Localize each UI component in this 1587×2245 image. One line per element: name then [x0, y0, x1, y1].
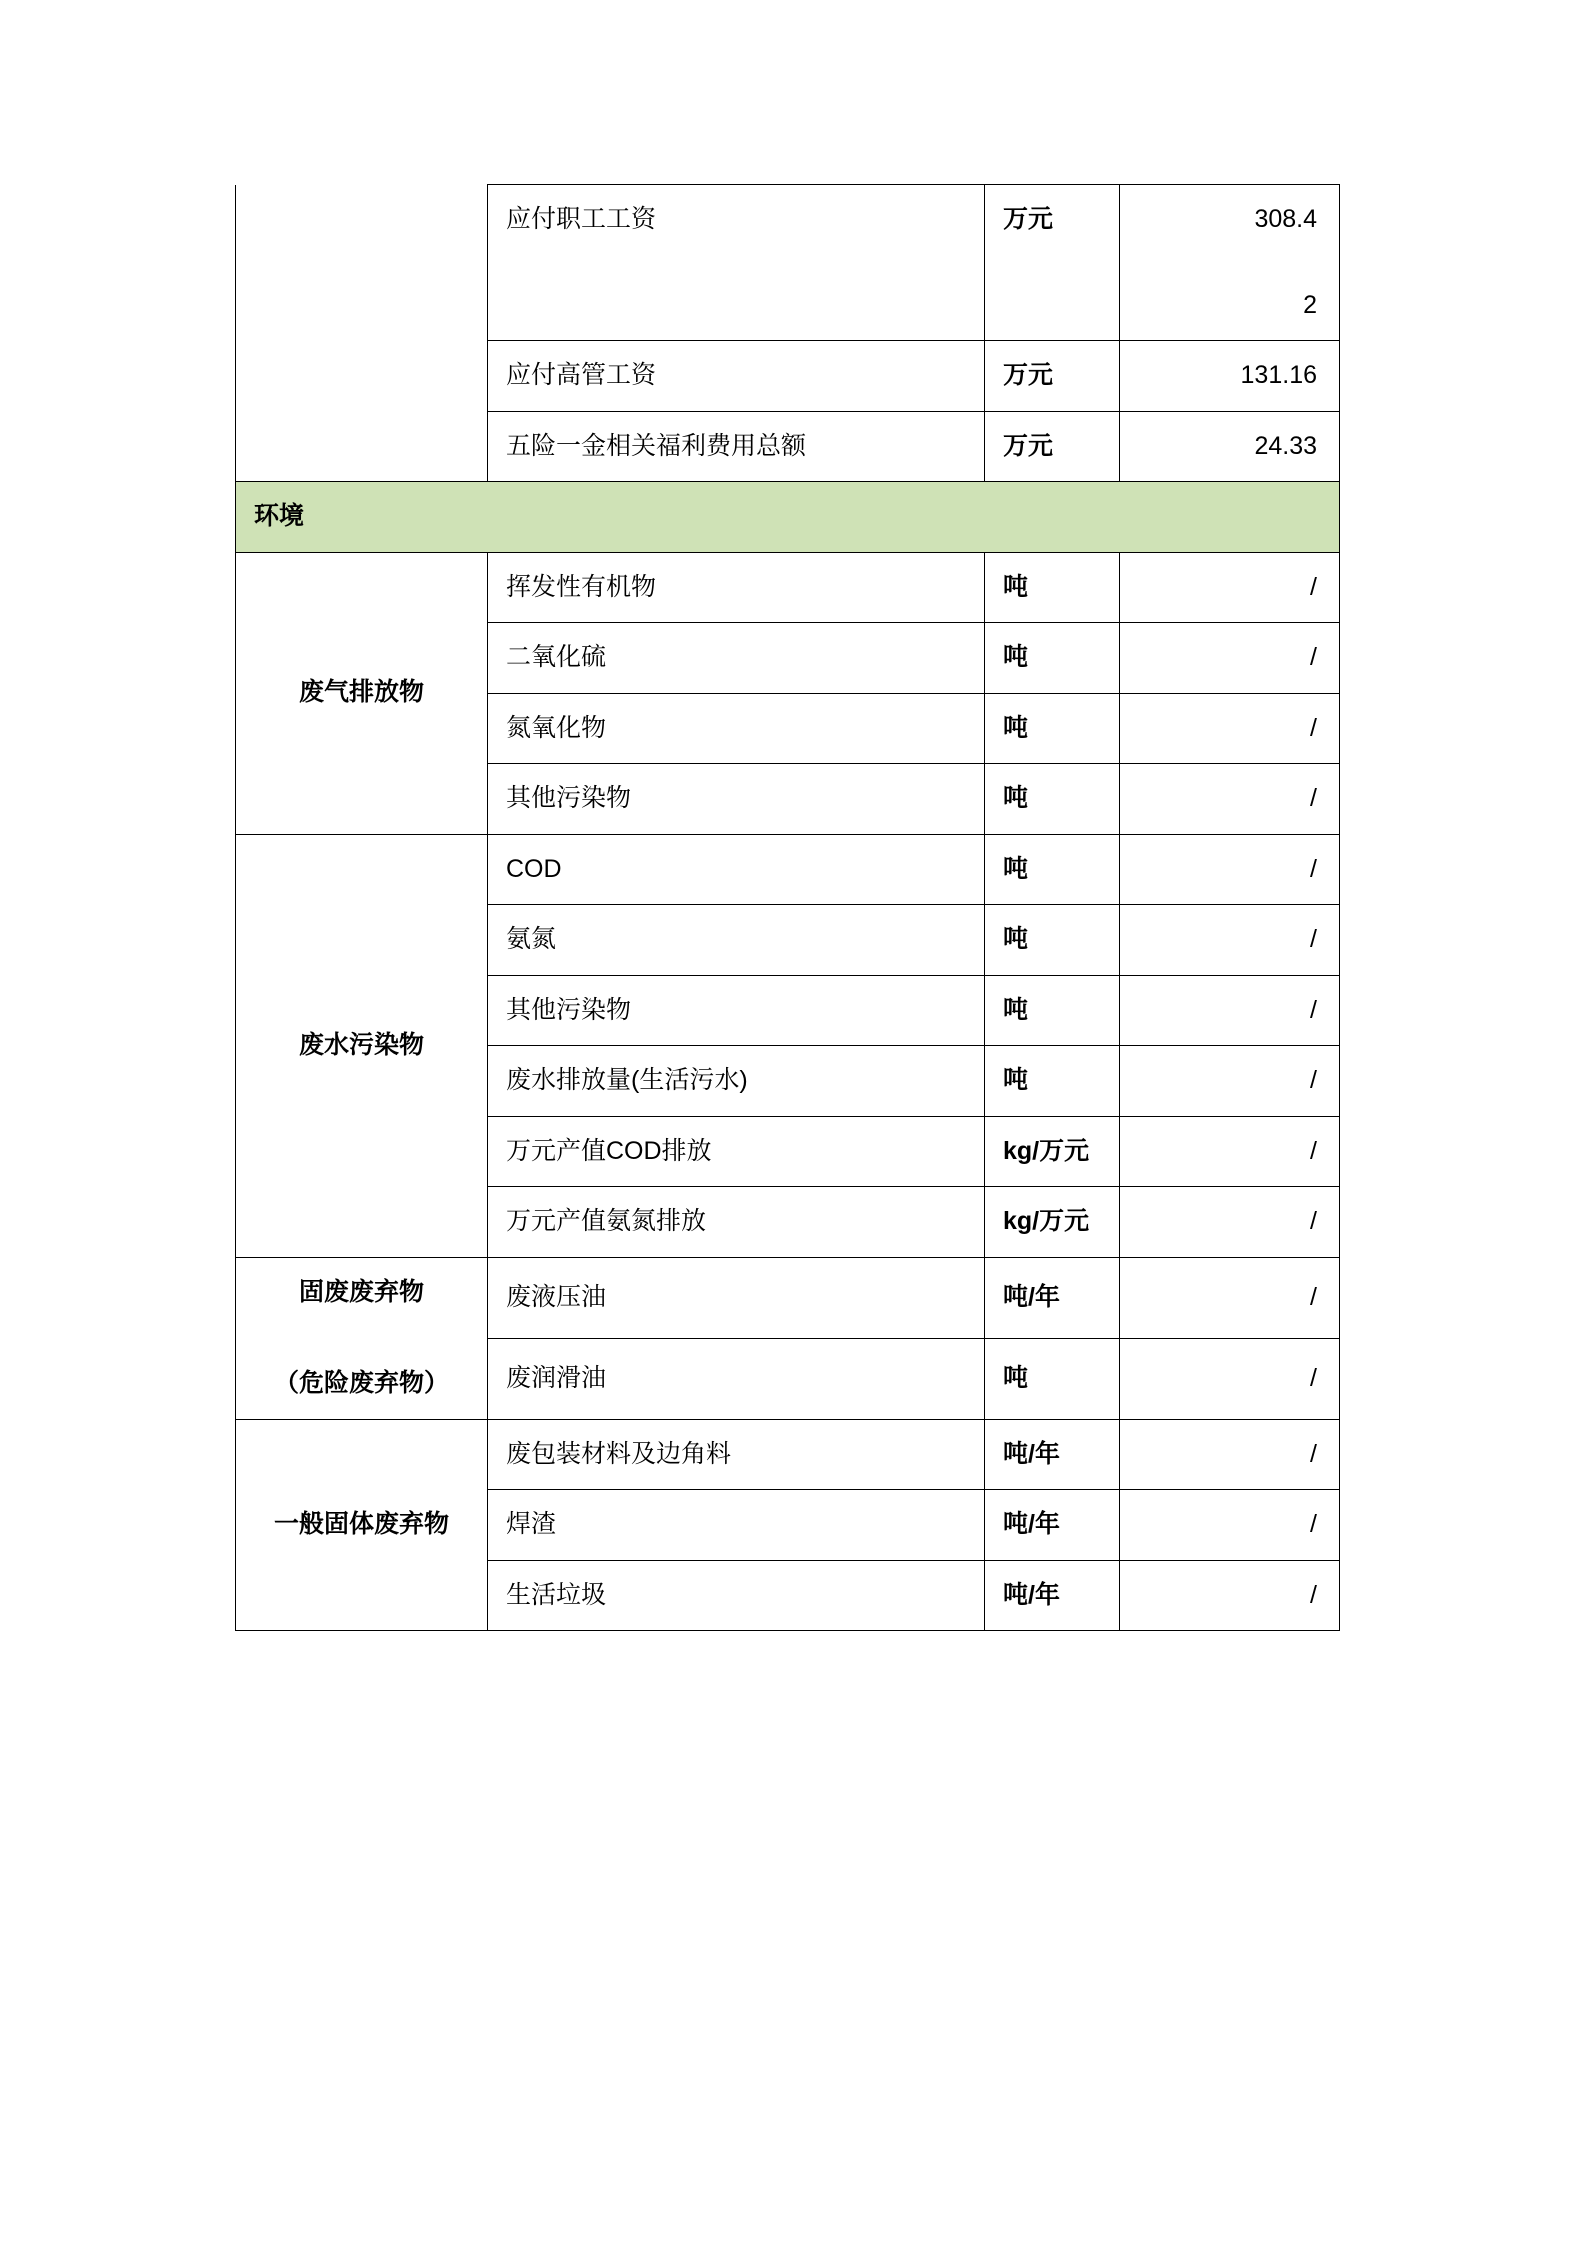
table-row: [236, 185, 1340, 341]
value-cell: /: [1120, 1046, 1340, 1117]
item-label: 生活垃圾: [488, 1560, 985, 1631]
item-label: 五险一金相关福利费用总额: [488, 411, 985, 482]
item-label: 其他污染物: [488, 764, 985, 835]
item-label: 氮氧化物: [488, 693, 985, 764]
unit-label: 吨: [985, 552, 1120, 623]
unit-label: 吨: [985, 623, 1120, 694]
unit-label: kg/万元: [985, 1187, 1120, 1258]
item-label: 焊渣: [488, 1490, 985, 1561]
value-cell: [1120, 185, 1340, 341]
unit-label: 吨/年: [985, 1490, 1120, 1561]
unit-label: 吨: [985, 1046, 1120, 1117]
value-cell: /: [1120, 1338, 1340, 1419]
unit-label: kg/万元: [985, 1116, 1120, 1187]
value-cell: /: [1120, 623, 1340, 694]
item-label: 万元产值氨氮排放: [488, 1187, 985, 1258]
unit-label: 吨: [985, 693, 1120, 764]
unit-label: 万元: [985, 411, 1120, 482]
value-cell: /: [1120, 552, 1340, 623]
unit-label: 万元: [985, 341, 1120, 412]
unit-label: 吨: [985, 1338, 1120, 1419]
item-label: 废水排放量(生活污水): [488, 1046, 985, 1117]
unit-label: 万元: [985, 185, 1120, 341]
unit-label: 吨/年: [985, 1419, 1120, 1490]
item-label: COD: [488, 834, 985, 905]
item-label: 挥发性有机物: [488, 552, 985, 623]
unit-label: 吨: [985, 764, 1120, 835]
table-row: [236, 1257, 1340, 1338]
esg-indicator-table: [235, 184, 1340, 1631]
value-cell: 131.16: [1120, 341, 1340, 412]
unit-label: 吨/年: [985, 1257, 1120, 1338]
value-cell: /: [1120, 1419, 1340, 1490]
value-cell: /: [1120, 1560, 1340, 1631]
group-cell-empty: [236, 185, 488, 482]
value-cell: /: [1120, 905, 1340, 976]
item-label: 废液压油: [488, 1257, 985, 1338]
group-label-waste-gas: 废气排放物: [236, 552, 488, 834]
table-row: [236, 552, 1340, 623]
section-header-row: [236, 482, 1340, 553]
item-label: 废润滑油: [488, 1338, 985, 1419]
item-label: 其他污染物: [488, 975, 985, 1046]
unit-label: 吨: [985, 834, 1120, 905]
value-cell: /: [1120, 834, 1340, 905]
item-label: 应付高管工资: [488, 341, 985, 412]
item-label: 废包装材料及边角料: [488, 1419, 985, 1490]
value-line-2: 2: [1303, 290, 1317, 319]
unit-label: 吨: [985, 975, 1120, 1046]
section-header-label: 环境: [236, 482, 1340, 553]
item-label: 氨氮: [488, 905, 985, 976]
group-label-hazardous-waste: [236, 1257, 488, 1419]
table-row: [236, 834, 1340, 905]
unit-label: 吨/年: [985, 1560, 1120, 1631]
group-label-waste-water: 废水污染物: [236, 834, 488, 1257]
group-label-line-2: （危险废弃物）: [273, 1369, 449, 1397]
value-cell: /: [1120, 1257, 1340, 1338]
value-cell: /: [1120, 693, 1340, 764]
table-row: [236, 1419, 1340, 1490]
value-line-1: 308.4: [1254, 205, 1317, 233]
item-label: 万元产值COD排放: [488, 1116, 985, 1187]
item-label: 二氧化硫: [488, 623, 985, 694]
value-cell: 24.33: [1120, 411, 1340, 482]
group-label-general-solid-waste: 一般固体废弃物: [236, 1419, 488, 1631]
value-cell: /: [1120, 1187, 1340, 1258]
unit-label: 吨: [985, 905, 1120, 976]
value-cell: /: [1120, 1490, 1340, 1561]
value-cell: /: [1120, 1116, 1340, 1187]
value-cell: /: [1120, 975, 1340, 1046]
value-cell: /: [1120, 764, 1340, 835]
item-label: 应付职工工资: [488, 185, 985, 341]
group-label-line-1: 固废废弃物: [298, 1277, 424, 1306]
